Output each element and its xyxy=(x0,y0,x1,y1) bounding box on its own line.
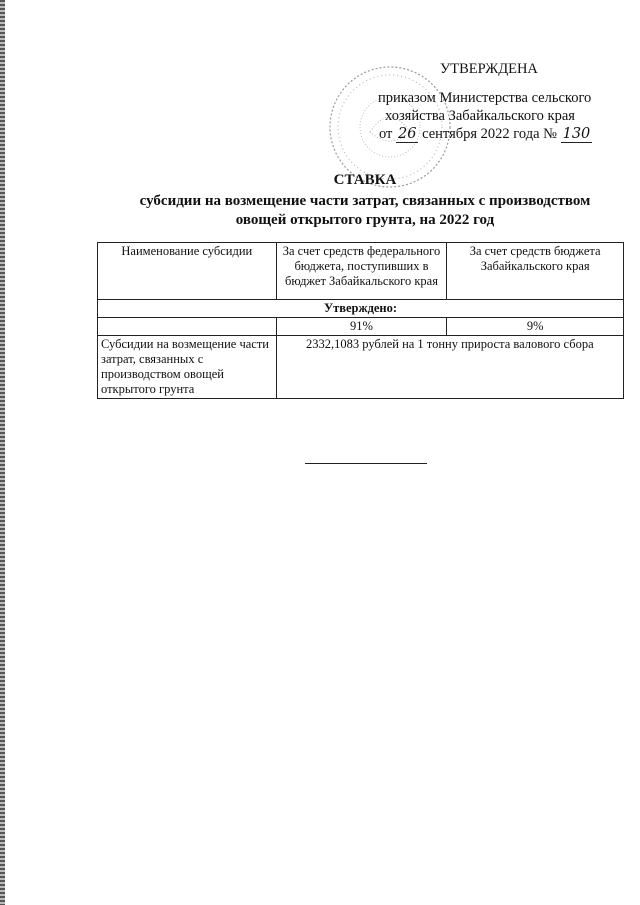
table-shares-row xyxy=(98,318,624,336)
end-divider xyxy=(305,463,427,464)
scan-binding-edge xyxy=(0,0,5,905)
document-subtitle-line-1: субсидии на возмещение части затрат, связанных с производством xyxy=(139,193,591,209)
subsidy-name-cell: Субсидии на возмещение части затрат, связанных с производством овощей открытого грунта xyxy=(98,336,277,399)
document-title: СТАВКА xyxy=(333,172,397,188)
approval-line-1: приказом Министерства сельского xyxy=(378,90,592,106)
document-subtitle-line-2: овощей открытого грунта, на 2022 год xyxy=(235,212,495,228)
table-row xyxy=(98,336,624,399)
subsidy-rate-table xyxy=(97,242,624,399)
approval-line-3 xyxy=(379,125,592,144)
header-regional-budget: За счет средств бюджета Забайкальского края xyxy=(447,243,624,300)
approval-line-2: хозяйства Забайкальского края xyxy=(385,108,575,124)
table-approved-row xyxy=(98,300,624,318)
regional-share: 9% xyxy=(447,318,624,336)
federal-share: 91% xyxy=(276,318,447,336)
approved-label: Утверждено: xyxy=(98,300,624,318)
header-federal-budget: За счет средств федерального бюджета, поступивших в бюджет Забайкальского края xyxy=(276,243,447,300)
approval-heading: УТВЕРЖДЕНА xyxy=(440,61,538,77)
order-number-handwritten: 130 xyxy=(562,126,591,142)
approval-date-prefix: от xyxy=(379,126,393,142)
subsidy-rate-cell: 2332,1083 рублей на 1 тонну прироста валового сбора xyxy=(276,336,623,399)
table-header-row xyxy=(98,243,624,300)
share-empty-cell xyxy=(98,318,277,336)
header-subsidy-name: Наименование субсидии xyxy=(98,243,277,300)
approval-day-handwritten: 26 xyxy=(398,126,417,142)
approval-date-rest: сентября 2022 года № xyxy=(422,126,557,142)
